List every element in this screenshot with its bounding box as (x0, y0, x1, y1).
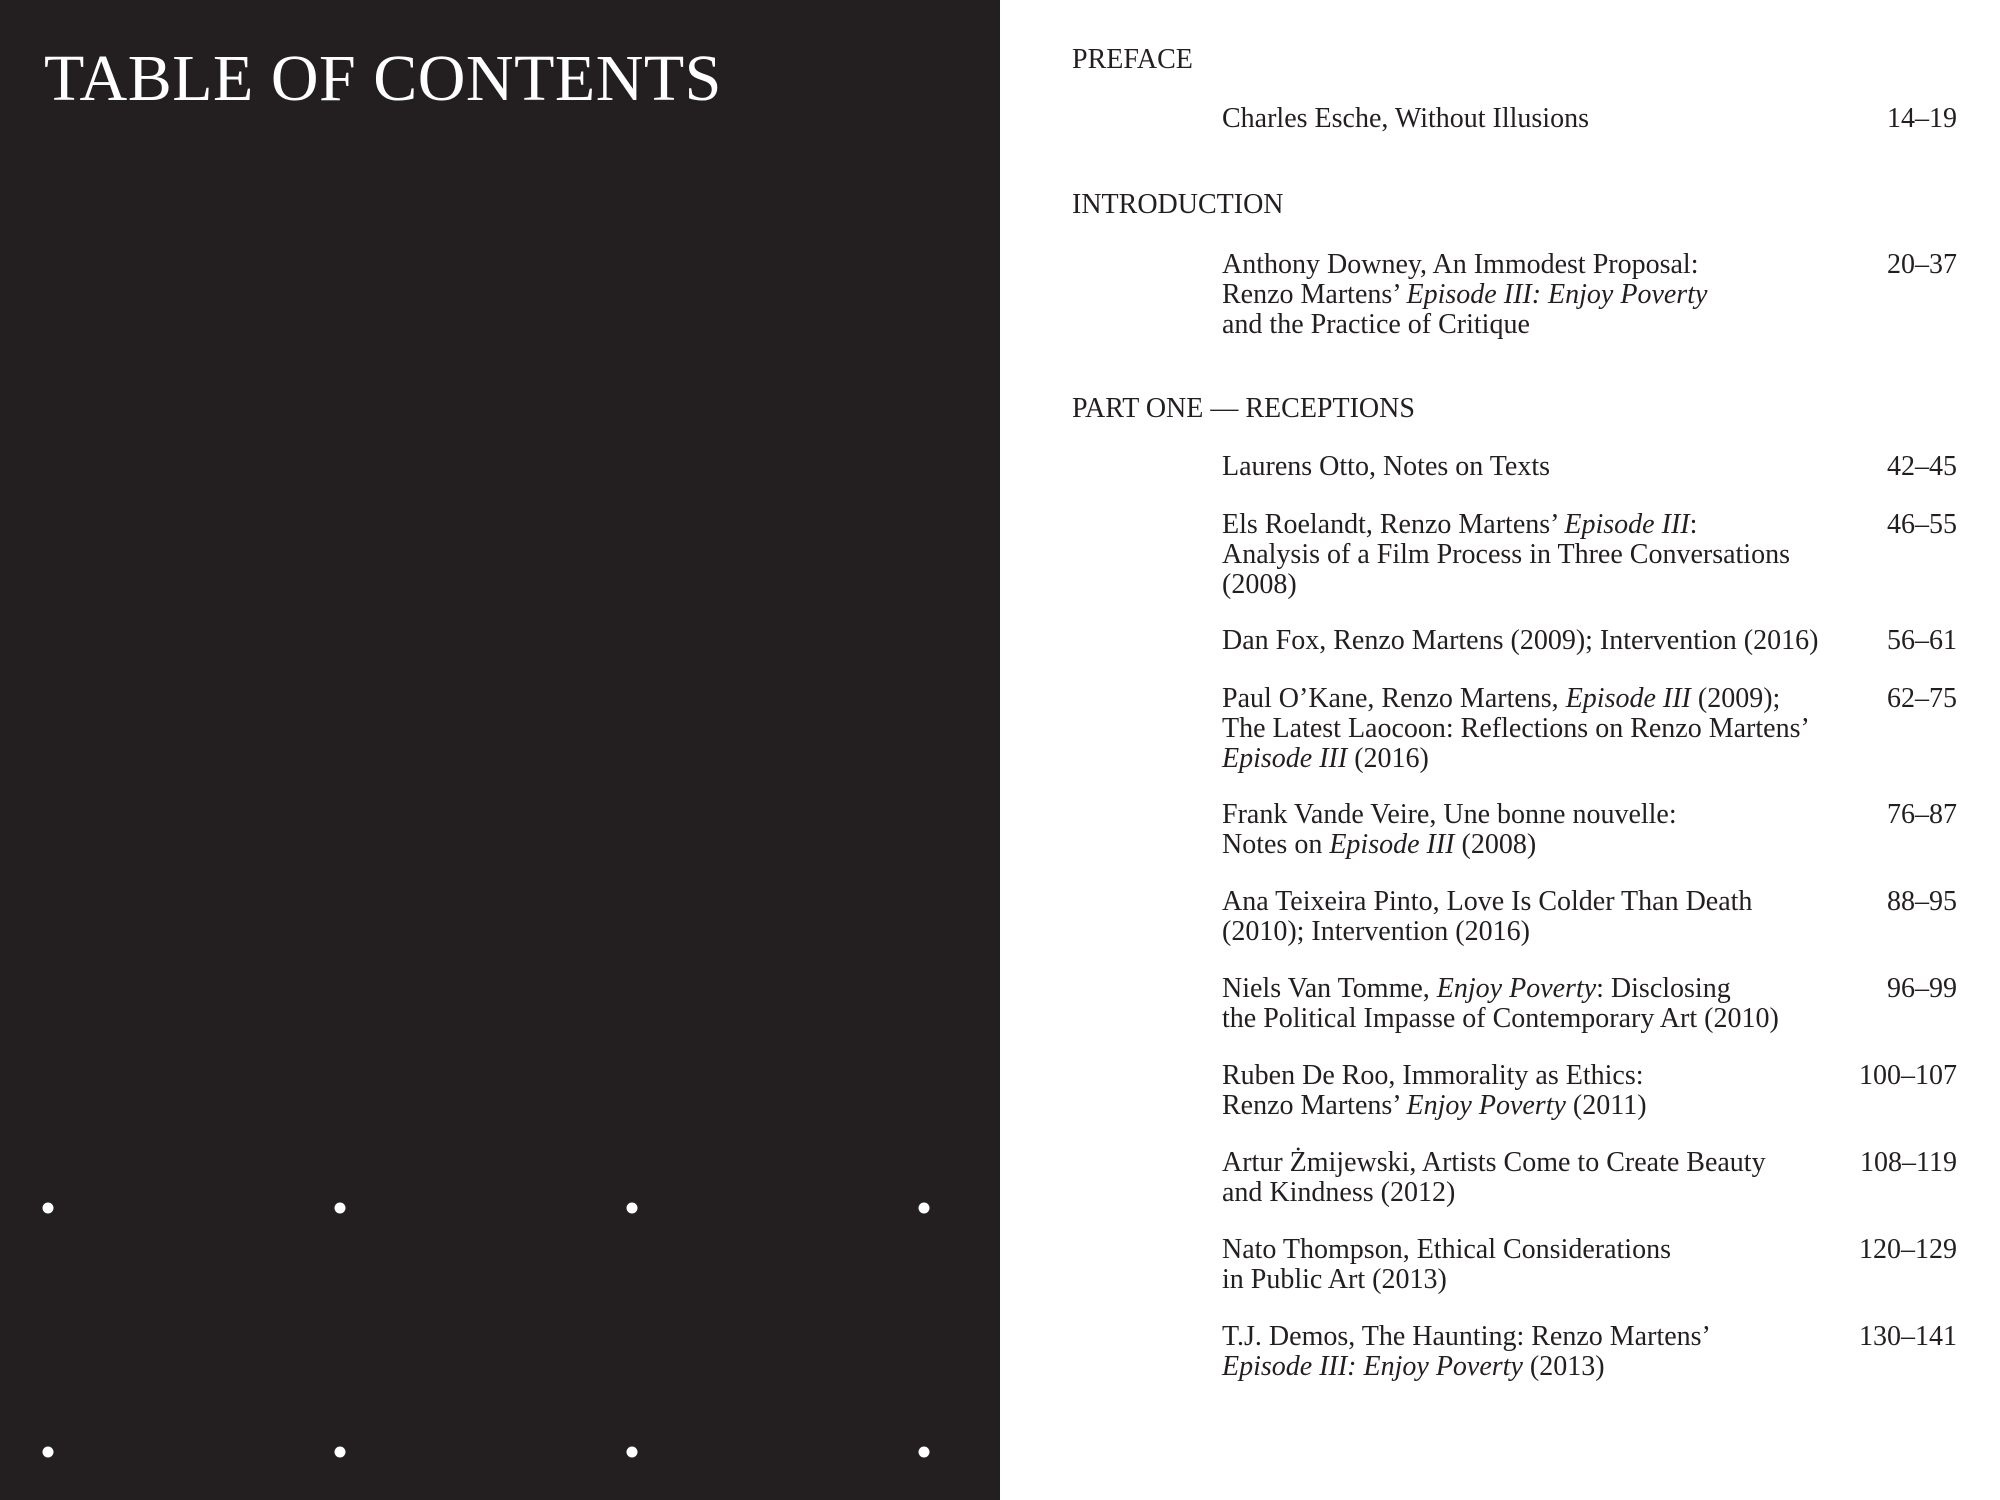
title-text: (2008) (1222, 569, 1297, 600)
entry-title-line (1222, 684, 1842, 714)
italic-work-title: Episode III (1329, 829, 1455, 860)
page-range: 20–37 (1887, 249, 1957, 280)
section-heading: INTRODUCTION (1072, 189, 1284, 220)
title-text: (2009); (1690, 683, 1781, 714)
table-of-contents-page (1000, 0, 2000, 1500)
entry-title-line (1222, 1004, 1842, 1034)
entry-title-line (1222, 250, 1842, 280)
page-range: 96–99 (1887, 973, 1957, 1004)
entry-title (1222, 1235, 1842, 1295)
page-title: TABLE OF CONTENTS (44, 42, 722, 115)
italic-work-title: Episode III: Enjoy Poverty (1406, 279, 1708, 310)
italic-work-title: Episode III (1222, 743, 1348, 774)
title-text: Laurens Otto, Notes on Texts (1222, 451, 1551, 482)
page-range: 62–75 (1887, 683, 1957, 714)
title-text: (2008) (1454, 829, 1537, 860)
dot-ornament (335, 1203, 346, 1214)
page-range: 42–45 (1887, 451, 1957, 482)
title-text: Ruben De Roo, Immorality as Ethics: (1222, 1060, 1644, 1091)
dot-ornament (627, 1203, 638, 1214)
title-text: Nato Thompson, Ethical Considerations (1222, 1234, 1671, 1265)
dot-ornament (627, 1447, 638, 1458)
title-text: Niels Van Tomme, (1222, 973, 1437, 1004)
dot-ornament (43, 1447, 54, 1458)
title-text: Artur Żmijewski, Artists Come to Create Beauty (1222, 1147, 1766, 1178)
title-text: Dan Fox, Renzo Martens (2009); Intervention (2016) (1222, 625, 1819, 656)
page-range: 76–87 (1887, 799, 1957, 830)
entry-title-line (1222, 1352, 1842, 1382)
title-text: : (1689, 509, 1698, 540)
page-range: 46–55 (1887, 509, 1957, 540)
entry-title (1222, 104, 1842, 134)
title-text: and Kindness (2012) (1222, 1177, 1456, 1208)
italic-work-title: Enjoy Poverty (1436, 973, 1597, 1004)
entry-title-line (1222, 310, 1842, 340)
title-text: Anthony Downey, An Immodest Proposal: (1222, 249, 1699, 280)
entry-title-line (1222, 830, 1842, 860)
page-range: 56–61 (1887, 625, 1957, 656)
entry-title-line (1222, 887, 1842, 917)
title-text: Renzo Martens’ (1222, 279, 1407, 310)
title-text: Notes on (1222, 829, 1330, 860)
title-text: in Public Art (2013) (1222, 1264, 1447, 1295)
entry-title-line (1222, 974, 1842, 1004)
entry-title (1222, 626, 1842, 656)
entry-title (1222, 1322, 1842, 1382)
page-range: 130–141 (1859, 1321, 1957, 1352)
entry-title-line (1222, 1235, 1842, 1265)
entry-title (1222, 684, 1842, 774)
entry-title-line (1222, 744, 1842, 774)
title-text: (2016) (1347, 743, 1429, 774)
entry-title (1222, 1061, 1842, 1121)
italic-work-title: Episode III: Enjoy Poverty (1222, 1351, 1523, 1382)
entry-title (1222, 1148, 1842, 1208)
italic-work-title: Enjoy Poverty (1406, 1090, 1566, 1121)
entry-title-line (1222, 570, 1842, 600)
italic-work-title: Episode III (1564, 509, 1690, 540)
title-text: Charles Esche, Without Illusions (1222, 103, 1589, 134)
dot-ornament (43, 1203, 54, 1214)
dot-ornament (919, 1447, 930, 1458)
page-range: 14–19 (1887, 103, 1957, 134)
entry-title-line (1222, 1148, 1842, 1178)
page-range: 88–95 (1887, 886, 1957, 917)
title-text: (2011) (1565, 1090, 1647, 1121)
entry-title-line (1222, 626, 1842, 656)
entry-title (1222, 974, 1842, 1034)
title-text: Frank Vande Veire, Une bonne nouvelle: (1222, 799, 1677, 830)
title-text: Analysis of a Film Process in Three Conversations (1222, 539, 1790, 570)
italic-work-title: Episode III (1565, 683, 1691, 714)
page-range: 120–129 (1859, 1234, 1957, 1265)
entry-title (1222, 250, 1842, 340)
entry-title-line (1222, 1061, 1842, 1091)
title-text: Paul O’Kane, Renzo Martens, (1222, 683, 1566, 714)
entry-title-line (1222, 280, 1842, 310)
title-text: and the Practice of Critique (1222, 309, 1530, 340)
title-text: (2013) (1522, 1351, 1605, 1382)
title-text: Renzo Martens’ (1222, 1090, 1407, 1121)
dot-ornament (919, 1203, 930, 1214)
title-text: T.J. Demos, The Haunting: Renzo Martens’ (1222, 1321, 1711, 1352)
page-range: 100–107 (1859, 1060, 1957, 1091)
page-range: 108–119 (1860, 1147, 1957, 1178)
entry-title-line (1222, 917, 1842, 947)
entry-title-line (1222, 540, 1842, 570)
dot-ornament (335, 1447, 346, 1458)
entry-title-line (1222, 1091, 1842, 1121)
title-text: (2010); Intervention (2016) (1222, 916, 1530, 947)
title-text: : Disclosing (1596, 973, 1731, 1004)
entry-title (1222, 887, 1842, 947)
entry-title (1222, 800, 1842, 860)
title-text: The Latest Laocoon: Reflections on Renzo Martens’ (1222, 713, 1810, 744)
entry-title-line (1222, 104, 1842, 134)
entry-title-line (1222, 1265, 1842, 1295)
entry-title-line (1222, 1322, 1842, 1352)
entry-title-line (1222, 452, 1842, 482)
entry-title (1222, 510, 1842, 600)
entry-title-line (1222, 510, 1842, 540)
entry-title-line (1222, 1178, 1842, 1208)
entry-title (1222, 452, 1842, 482)
entry-title-line (1222, 714, 1842, 744)
title-text: Ana Teixeira Pinto, Love Is Colder Than Death (1222, 886, 1753, 917)
title-text: the Political Impasse of Contemporary Art (2010) (1222, 1003, 1779, 1034)
entry-title-line (1222, 800, 1842, 830)
section-heading: PREFACE (1072, 44, 1193, 75)
section-heading: PART ONE — RECEPTIONS (1072, 393, 1415, 424)
title-text: Els Roelandt, Renzo Martens’ (1222, 509, 1565, 540)
